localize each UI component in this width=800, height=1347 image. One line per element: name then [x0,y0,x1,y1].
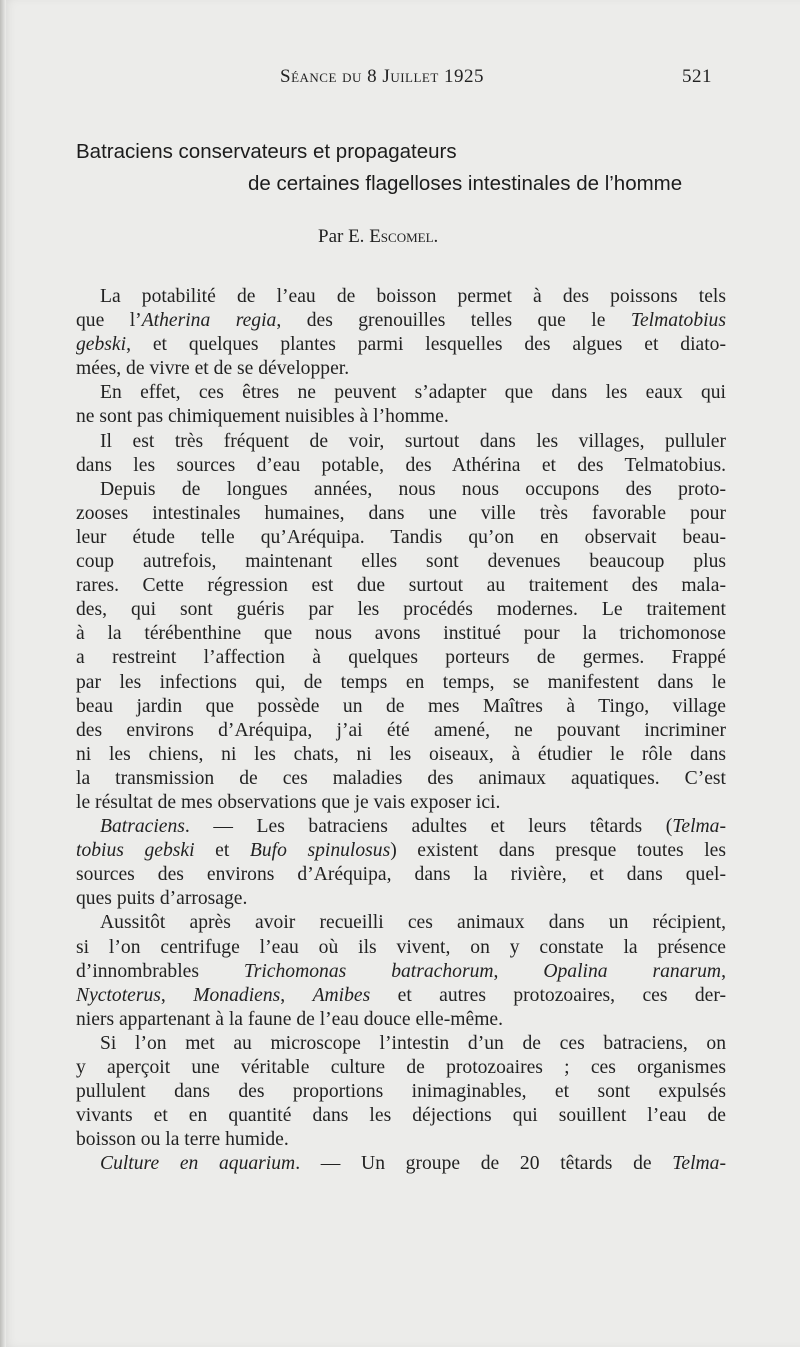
text-line: Si l’on met au microscope l’intestin d’un de ces batraciens, on [100,1032,726,1054]
text-line: tobius gebski et Bufo spinulosus) existent dans presque toutes les [76,840,727,862]
text-line: gebski, et quelques plantes parmi lesquelles des algues et diato- [76,334,726,356]
text-line: ni les chiens, ni les chats, ni les oiseaux, à étudier le rôle dans [76,743,726,765]
text-line: que l’Atherina regia, des grenouilles telles que le Telmatobius [76,310,726,332]
text-line: pullulent dans des proportions inimaginables, et sont expulsés [76,1081,726,1103]
text-line: a restreint l’affection à quelques porteurs de germes. Frappé [76,647,726,669]
text-line: Batraciens. — Les batraciens adultes et leurs têtards (Telma- [100,816,726,838]
text-line: mées, de vivre et de se développer. [76,358,350,380]
text-line: niers appartenant à la faune de l’eau douce elle-même. [76,1008,504,1030]
page-number: 521 [682,66,712,87]
section-heading: Culture en aquarium [100,1153,296,1175]
article-title [76,140,736,196]
text-line: En effet, ces êtres ne peuvent s’adapter que dans les eaux qui [100,382,726,404]
article-author [318,226,438,248]
text-line: coup autrefois, maintenant elles sont devenues beaucoup plus [76,551,726,573]
text-line: ques puits d’arrosage. [76,888,248,910]
text-line: des environs d’Aréquipa, j’ai été amené, ne pouvant incriminer [76,719,726,741]
running-head [0,66,800,96]
species-name: Opalina ranarum [543,960,722,982]
text-line: la transmission de ces maladies des animaux aquatiques. C’est [76,767,726,789]
text-line: par les infections qui, de temps en temps, se manifestent dans le [76,671,726,693]
page-edge-shadow [0,0,6,1347]
species-name: Telma- [672,816,726,838]
text-line: leur étude telle qu’Aréquipa. Tandis qu’on en observait beau- [76,526,726,548]
text-line: Il est très fréquent de voir, surtout dans les villages, pulluler [100,430,726,452]
text-line: si l’on centrifuge l’eau où ils vivent, on y constate la présence [76,936,726,958]
text-line: y aperçoit une véritable culture de protozoaires ; ces organismes [76,1057,726,1078]
text-line: ne sont pas chimiquement nuisibles à l’homme. [76,406,449,428]
species-name: Telmatobius [630,310,726,332]
text-line: des, qui sont guéris par les procédés modernes. Le traitement [76,599,726,621]
text-line: sources des environs d’Aréquipa, dans la rivière, et dans quel- [76,864,726,886]
text-line: Aussitôt après avoir recueilli ces animaux dans un récipient, [100,912,726,934]
text-line: La potabilité de l’eau de boisson permet à des poissons tels [100,286,726,307]
species-name: Telma- [672,1153,726,1175]
text-line: boisson ou la terre humide. [76,1129,289,1151]
running-title: Séance du 8 Juillet 1925 [280,66,485,87]
text-line: Culture en aquarium. — Un groupe de 20 têtards de Telma- [100,1153,726,1175]
species-name: Monadiens [193,984,281,1006]
species-name: Bufo spinulosus [249,840,391,862]
text-line: d’innombrables Trichomonas batrachorum, Opalina ranarum, [76,960,726,982]
text-line: Nyctoterus, Monadiens, Amibes et autres protozoaires, ces der- [76,984,727,1006]
author-prefix: Par E. [318,226,365,247]
species-name: gebski [76,334,127,356]
article-title-line-2: de certaines flagelloses intestinales de l’homme [248,172,683,195]
species-name: Nyctoterus [76,984,161,1006]
article-title-line-1: Batraciens conservateurs et propagateurs [76,140,457,163]
text-line: zooses intestinales humaines, dans une ville très favorable pour [76,502,726,524]
species-name: Trichomonas batrachorum [243,960,494,982]
species-name: tobius gebski [76,840,195,862]
text-line: beau jardin que possède un de mes Maîtres à Tingo, village [76,695,726,717]
text-line: dans les sources d’eau potable, des Athérina et des Telmatobius. [76,454,726,476]
text-line: le résultat de mes observations que je vais exposer ici. [76,791,501,813]
text-line: rares. Cette régression est due surtout au traitement des mala- [76,575,726,597]
author-name: Escomel. [369,226,439,247]
species-name: Atherina regia [141,310,277,332]
text-line: Depuis de longues années, nous nous occupons des proto- [100,478,726,500]
text-line: vivants et en quantité dans les déjections qui souillent l’eau de [76,1105,726,1127]
section-heading: Batraciens [100,816,185,838]
species-name: Amibes [312,984,371,1006]
text-line: à la térébenthine que nous avons institué pour la trichomonose [76,623,726,645]
article-body [76,285,726,1176]
